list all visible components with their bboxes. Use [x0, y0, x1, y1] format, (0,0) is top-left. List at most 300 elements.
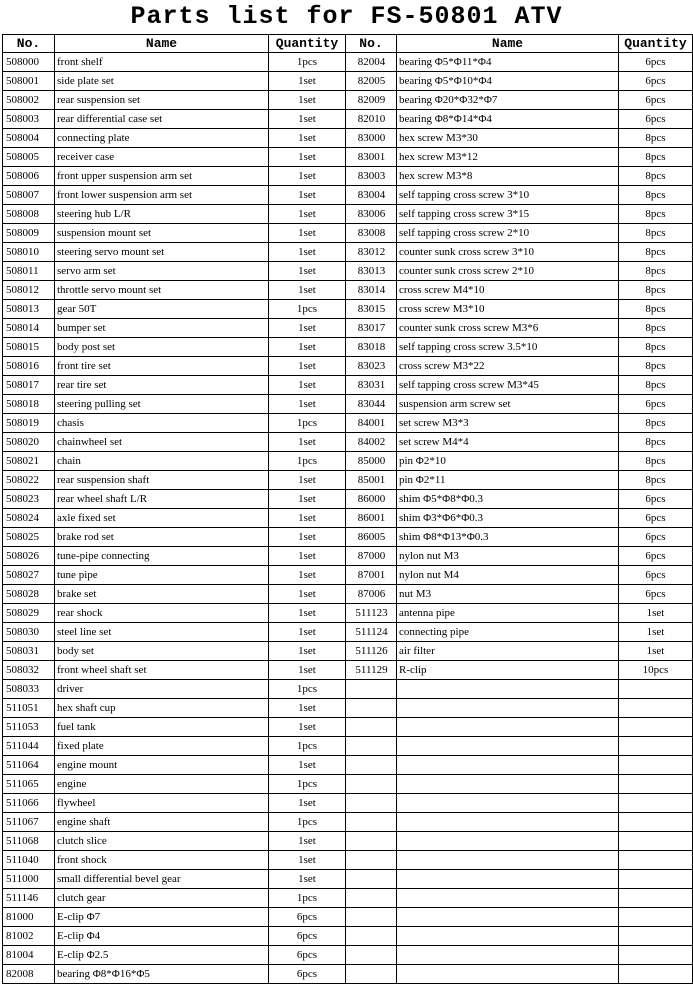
table-row — [3, 566, 693, 585]
left-part-quantity: 1set — [269, 661, 346, 680]
left-part-name: body set — [55, 642, 269, 661]
left-part-quantity: 1set — [269, 528, 346, 547]
right-part-name — [397, 813, 619, 832]
right-part-number: 82005 — [346, 72, 397, 91]
right-part-name: counter sunk cross screw M3*6 — [397, 319, 619, 338]
right-part-name: cross screw M3*10 — [397, 300, 619, 319]
left-part-number: 508032 — [3, 661, 55, 680]
right-part-quantity — [619, 927, 693, 946]
right-part-number: 511123 — [346, 604, 397, 623]
left-part-name: front tire set — [55, 357, 269, 376]
right-part-quantity: 6pcs — [619, 72, 693, 91]
left-part-number: 81002 — [3, 927, 55, 946]
right-part-number: 83000 — [346, 129, 397, 148]
right-part-number — [346, 680, 397, 699]
page-title: Parts list for FS-50801 ATV — [130, 2, 563, 31]
left-part-quantity: 1set — [269, 319, 346, 338]
left-part-quantity: 1set — [269, 129, 346, 148]
left-part-number: 508033 — [3, 680, 55, 699]
left-part-quantity: 1set — [269, 110, 346, 129]
right-part-number: 86000 — [346, 490, 397, 509]
left-part-number: 508022 — [3, 471, 55, 490]
left-part-quantity: 1set — [269, 376, 346, 395]
table-row — [3, 851, 693, 870]
table-row — [3, 547, 693, 566]
right-part-number: 83003 — [346, 167, 397, 186]
left-part-number: 508025 — [3, 528, 55, 547]
left-part-quantity: 1set — [269, 72, 346, 91]
left-part-name: engine — [55, 775, 269, 794]
right-part-number: 83004 — [346, 186, 397, 205]
table-row — [3, 775, 693, 794]
left-part-quantity: 1set — [269, 718, 346, 737]
right-part-number: 82009 — [346, 91, 397, 110]
right-part-name: suspension arm screw set — [397, 395, 619, 414]
left-part-number: 508004 — [3, 129, 55, 148]
left-part-quantity: 6pcs — [269, 927, 346, 946]
right-part-name — [397, 718, 619, 737]
table-row — [3, 794, 693, 813]
left-part-quantity: 1pcs — [269, 889, 346, 908]
left-part-quantity: 1set — [269, 699, 346, 718]
right-part-quantity — [619, 813, 693, 832]
left-part-name: rear suspension shaft — [55, 471, 269, 490]
table-row — [3, 53, 693, 72]
left-part-name: rear shock — [55, 604, 269, 623]
right-part-name — [397, 908, 619, 927]
right-part-quantity — [619, 794, 693, 813]
left-part-name: receiver case — [55, 148, 269, 167]
left-part-quantity: 1set — [269, 224, 346, 243]
left-part-number: 508021 — [3, 452, 55, 471]
table-row — [3, 509, 693, 528]
right-part-quantity: 8pcs — [619, 433, 693, 452]
left-part-number: 508017 — [3, 376, 55, 395]
right-part-number: 84002 — [346, 433, 397, 452]
right-part-number — [346, 813, 397, 832]
left-part-name: connecting plate — [55, 129, 269, 148]
left-part-quantity: 1set — [269, 338, 346, 357]
right-part-quantity — [619, 965, 693, 984]
right-part-quantity: 1set — [619, 604, 693, 623]
table-row — [3, 699, 693, 718]
right-part-quantity: 8pcs — [619, 205, 693, 224]
left-part-number: 511067 — [3, 813, 55, 832]
left-part-quantity: 1pcs — [269, 737, 346, 756]
left-part-name: steering hub L/R — [55, 205, 269, 224]
left-part-number: 508014 — [3, 319, 55, 338]
left-part-quantity: 1pcs — [269, 813, 346, 832]
right-part-name: cross screw M4*10 — [397, 281, 619, 300]
right-part-number: 87001 — [346, 566, 397, 585]
right-part-name: set screw M4*4 — [397, 433, 619, 452]
table-row — [3, 471, 693, 490]
left-part-name: E-clip Φ2.5 — [55, 946, 269, 965]
left-part-name: front lower suspension arm set — [55, 186, 269, 205]
right-part-number: 83001 — [346, 148, 397, 167]
table-row — [3, 889, 693, 908]
right-part-number: 83018 — [346, 338, 397, 357]
left-part-number: 508010 — [3, 243, 55, 262]
left-part-name: front wheel shaft set — [55, 661, 269, 680]
right-part-number — [346, 870, 397, 889]
right-part-quantity: 8pcs — [619, 243, 693, 262]
right-part-number: 82010 — [346, 110, 397, 129]
left-part-name: front shock — [55, 851, 269, 870]
right-part-quantity: 8pcs — [619, 357, 693, 376]
parts-table — [2, 34, 693, 984]
left-part-number: 508030 — [3, 623, 55, 642]
right-part-number — [346, 699, 397, 718]
left-part-quantity: 1set — [269, 357, 346, 376]
left-part-name: engine mount — [55, 756, 269, 775]
right-part-number — [346, 965, 397, 984]
right-part-number: 83031 — [346, 376, 397, 395]
right-part-name: nylon nut M3 — [397, 547, 619, 566]
right-part-quantity — [619, 851, 693, 870]
right-part-name — [397, 946, 619, 965]
right-part-quantity: 8pcs — [619, 300, 693, 319]
right-part-number: 82004 — [346, 53, 397, 72]
left-part-name: rear suspension set — [55, 91, 269, 110]
left-part-number: 508015 — [3, 338, 55, 357]
left-part-name: front upper suspension arm set — [55, 167, 269, 186]
left-part-number: 511064 — [3, 756, 55, 775]
left-part-number: 511044 — [3, 737, 55, 756]
right-part-quantity: 8pcs — [619, 281, 693, 300]
right-part-quantity: 10pcs — [619, 661, 693, 680]
left-part-quantity: 1set — [269, 205, 346, 224]
right-part-name: self tapping cross screw 2*10 — [397, 224, 619, 243]
left-part-number: 508026 — [3, 547, 55, 566]
right-part-name: shim Φ5*Φ8*Φ0.3 — [397, 490, 619, 509]
right-part-quantity — [619, 775, 693, 794]
left-part-name: small differential bevel gear — [55, 870, 269, 889]
left-part-quantity: 1set — [269, 281, 346, 300]
right-part-number: 85000 — [346, 452, 397, 471]
table-row — [3, 224, 693, 243]
left-part-quantity: 1pcs — [269, 53, 346, 72]
left-part-name: fixed plate — [55, 737, 269, 756]
left-part-number: 508024 — [3, 509, 55, 528]
left-part-number: 508020 — [3, 433, 55, 452]
left-part-name: driver — [55, 680, 269, 699]
right-part-number: 511124 — [346, 623, 397, 642]
table-row — [3, 870, 693, 889]
right-part-quantity: 8pcs — [619, 414, 693, 433]
left-part-number: 508016 — [3, 357, 55, 376]
left-part-quantity: 1set — [269, 167, 346, 186]
right-part-name: self tapping cross screw 3*15 — [397, 205, 619, 224]
right-part-quantity — [619, 737, 693, 756]
left-part-name: flywheel — [55, 794, 269, 813]
left-part-quantity: 1pcs — [269, 414, 346, 433]
right-part-number: 83044 — [346, 395, 397, 414]
right-part-name: R-clip — [397, 661, 619, 680]
right-part-number: 83015 — [346, 300, 397, 319]
right-part-name: connecting pipe — [397, 623, 619, 642]
right-part-number: 85001 — [346, 471, 397, 490]
left-part-number: 508007 — [3, 186, 55, 205]
left-part-number: 508028 — [3, 585, 55, 604]
right-part-quantity: 8pcs — [619, 471, 693, 490]
right-part-number — [346, 889, 397, 908]
left-part-number: 82008 — [3, 965, 55, 984]
left-part-quantity: 1set — [269, 623, 346, 642]
left-part-quantity: 1set — [269, 433, 346, 452]
header-no-left: No. — [3, 35, 55, 53]
right-part-quantity — [619, 756, 693, 775]
left-part-number: 508005 — [3, 148, 55, 167]
table-row — [3, 357, 693, 376]
left-part-quantity: 1set — [269, 604, 346, 623]
table-row — [3, 623, 693, 642]
header-quantity-left: Quantity — [269, 35, 346, 53]
right-part-number: 84001 — [346, 414, 397, 433]
right-part-number — [346, 794, 397, 813]
left-part-name: E-clip Φ4 — [55, 927, 269, 946]
left-part-quantity: 1set — [269, 794, 346, 813]
left-part-quantity: 1pcs — [269, 300, 346, 319]
table-row — [3, 718, 693, 737]
table-row — [3, 281, 693, 300]
right-part-quantity: 8pcs — [619, 338, 693, 357]
left-part-name: engine shaft — [55, 813, 269, 832]
left-part-number: 511065 — [3, 775, 55, 794]
left-part-quantity: 1set — [269, 832, 346, 851]
left-part-number: 81004 — [3, 946, 55, 965]
right-part-number: 511129 — [346, 661, 397, 680]
left-part-number: 508006 — [3, 167, 55, 186]
left-part-number: 508019 — [3, 414, 55, 433]
right-part-quantity: 6pcs — [619, 110, 693, 129]
right-part-name: nut M3 — [397, 585, 619, 604]
left-part-quantity: 1set — [269, 243, 346, 262]
right-part-quantity: 8pcs — [619, 262, 693, 281]
right-part-quantity — [619, 870, 693, 889]
left-part-name: body post set — [55, 338, 269, 357]
right-part-number: 83006 — [346, 205, 397, 224]
left-part-number: 508027 — [3, 566, 55, 585]
right-part-name: shim Φ8*Φ13*Φ0.3 — [397, 528, 619, 547]
left-part-number: 511040 — [3, 851, 55, 870]
right-part-name: pin Φ2*11 — [397, 471, 619, 490]
left-part-number: 508012 — [3, 281, 55, 300]
left-part-number: 81000 — [3, 908, 55, 927]
left-part-quantity: 1set — [269, 91, 346, 110]
left-part-quantity: 1set — [269, 490, 346, 509]
table-row — [3, 376, 693, 395]
table-row — [3, 946, 693, 965]
table-row — [3, 528, 693, 547]
right-part-name — [397, 794, 619, 813]
right-part-number: 83012 — [346, 243, 397, 262]
left-part-number: 511146 — [3, 889, 55, 908]
left-part-number: 508013 — [3, 300, 55, 319]
right-part-number — [346, 756, 397, 775]
table-row — [3, 414, 693, 433]
right-part-quantity: 1set — [619, 623, 693, 642]
header-name-right: Name — [397, 35, 619, 53]
right-part-quantity: 8pcs — [619, 148, 693, 167]
left-part-number: 508011 — [3, 262, 55, 281]
left-part-quantity: 1set — [269, 148, 346, 167]
left-part-quantity: 1set — [269, 262, 346, 281]
table-row — [3, 642, 693, 661]
right-part-number: 83017 — [346, 319, 397, 338]
left-part-number: 511068 — [3, 832, 55, 851]
right-part-name — [397, 756, 619, 775]
right-part-quantity: 8pcs — [619, 376, 693, 395]
left-part-number: 508029 — [3, 604, 55, 623]
right-part-quantity: 6pcs — [619, 566, 693, 585]
table-row — [3, 148, 693, 167]
right-part-quantity: 6pcs — [619, 91, 693, 110]
right-part-quantity: 8pcs — [619, 167, 693, 186]
table-row — [3, 490, 693, 509]
table-row — [3, 262, 693, 281]
left-part-number: 508009 — [3, 224, 55, 243]
left-part-name: fuel tank — [55, 718, 269, 737]
right-part-name: counter sunk cross screw 3*10 — [397, 243, 619, 262]
right-part-name: bearing Φ20*Φ32*Φ7 — [397, 91, 619, 110]
left-part-quantity: 1set — [269, 585, 346, 604]
right-part-name — [397, 870, 619, 889]
left-part-name: tune pipe — [55, 566, 269, 585]
header-name-left: Name — [55, 35, 269, 53]
right-part-number — [346, 927, 397, 946]
right-part-name: antenna pipe — [397, 604, 619, 623]
right-part-quantity: 6pcs — [619, 509, 693, 528]
left-part-number: 508003 — [3, 110, 55, 129]
left-part-quantity: 6pcs — [269, 908, 346, 927]
right-part-quantity: 8pcs — [619, 452, 693, 471]
right-part-name: bearing Φ8*Φ14*Φ4 — [397, 110, 619, 129]
left-part-quantity: 1set — [269, 870, 346, 889]
right-part-number: 83014 — [346, 281, 397, 300]
table-row — [3, 813, 693, 832]
right-part-number: 86001 — [346, 509, 397, 528]
right-part-quantity — [619, 832, 693, 851]
right-part-name — [397, 889, 619, 908]
left-part-name: gear 50T — [55, 300, 269, 319]
right-part-number — [346, 946, 397, 965]
right-part-name: self tapping cross screw 3*10 — [397, 186, 619, 205]
table-row — [3, 110, 693, 129]
left-part-quantity: 1set — [269, 509, 346, 528]
right-part-quantity — [619, 718, 693, 737]
right-part-name — [397, 680, 619, 699]
table-row — [3, 585, 693, 604]
right-part-number: 83023 — [346, 357, 397, 376]
right-part-name: set screw M3*3 — [397, 414, 619, 433]
right-part-quantity: 8pcs — [619, 129, 693, 148]
right-part-name: hex screw M3*30 — [397, 129, 619, 148]
table-row — [3, 243, 693, 262]
left-part-name: E-clip Φ7 — [55, 908, 269, 927]
table-row — [3, 908, 693, 927]
left-part-name: suspension mount set — [55, 224, 269, 243]
table-row — [3, 452, 693, 471]
right-part-quantity — [619, 908, 693, 927]
right-part-name: pin Φ2*10 — [397, 452, 619, 471]
left-part-name: steering pulling set — [55, 395, 269, 414]
right-part-name — [397, 699, 619, 718]
right-part-number — [346, 908, 397, 927]
left-part-name: side plate set — [55, 72, 269, 91]
right-part-name: counter sunk cross screw 2*10 — [397, 262, 619, 281]
left-part-quantity: 6pcs — [269, 946, 346, 965]
left-part-quantity: 1set — [269, 756, 346, 775]
table-row — [3, 433, 693, 452]
right-part-quantity: 6pcs — [619, 395, 693, 414]
right-part-number: 83008 — [346, 224, 397, 243]
table-row — [3, 756, 693, 775]
table-row — [3, 186, 693, 205]
left-part-name: clutch slice — [55, 832, 269, 851]
left-part-name: hex shaft cup — [55, 699, 269, 718]
right-part-number — [346, 718, 397, 737]
right-part-quantity: 6pcs — [619, 585, 693, 604]
table-row — [3, 395, 693, 414]
left-part-quantity: 1set — [269, 642, 346, 661]
left-part-name: rear wheel shaft L/R — [55, 490, 269, 509]
table-row — [3, 91, 693, 110]
table-row — [3, 319, 693, 338]
right-part-quantity: 6pcs — [619, 490, 693, 509]
table-row — [3, 167, 693, 186]
header-quantity-right: Quantity — [619, 35, 693, 53]
right-part-quantity: 8pcs — [619, 186, 693, 205]
table-row — [3, 72, 693, 91]
left-part-name: bearing Φ8*Φ16*Φ5 — [55, 965, 269, 984]
right-part-name — [397, 737, 619, 756]
left-part-name: bumper set — [55, 319, 269, 338]
right-part-name: cross screw M3*22 — [397, 357, 619, 376]
left-part-number: 508018 — [3, 395, 55, 414]
right-part-number — [346, 851, 397, 870]
left-part-name: rear differential case set — [55, 110, 269, 129]
left-part-number: 511000 — [3, 870, 55, 889]
left-part-quantity: 1set — [269, 395, 346, 414]
left-part-quantity: 6pcs — [269, 965, 346, 984]
right-part-name: nylon nut M4 — [397, 566, 619, 585]
left-part-number: 508001 — [3, 72, 55, 91]
right-part-number — [346, 832, 397, 851]
left-part-name: clutch gear — [55, 889, 269, 908]
left-part-quantity: 1set — [269, 186, 346, 205]
left-part-quantity: 1pcs — [269, 680, 346, 699]
left-part-number: 508002 — [3, 91, 55, 110]
right-part-name: self tapping cross screw 3.5*10 — [397, 338, 619, 357]
right-part-quantity: 8pcs — [619, 319, 693, 338]
left-part-quantity: 1pcs — [269, 452, 346, 471]
left-part-number: 508023 — [3, 490, 55, 509]
table-row — [3, 205, 693, 224]
left-part-name: brake set — [55, 585, 269, 604]
table-row — [3, 737, 693, 756]
right-part-name: hex screw M3*12 — [397, 148, 619, 167]
right-part-quantity — [619, 946, 693, 965]
right-part-quantity: 6pcs — [619, 547, 693, 566]
right-part-number — [346, 737, 397, 756]
right-part-number: 511126 — [346, 642, 397, 661]
left-part-quantity: 1set — [269, 547, 346, 566]
right-part-quantity — [619, 889, 693, 908]
table-row — [3, 300, 693, 319]
left-part-name: servo arm set — [55, 262, 269, 281]
right-part-name: bearing Φ5*Φ11*Φ4 — [397, 53, 619, 72]
